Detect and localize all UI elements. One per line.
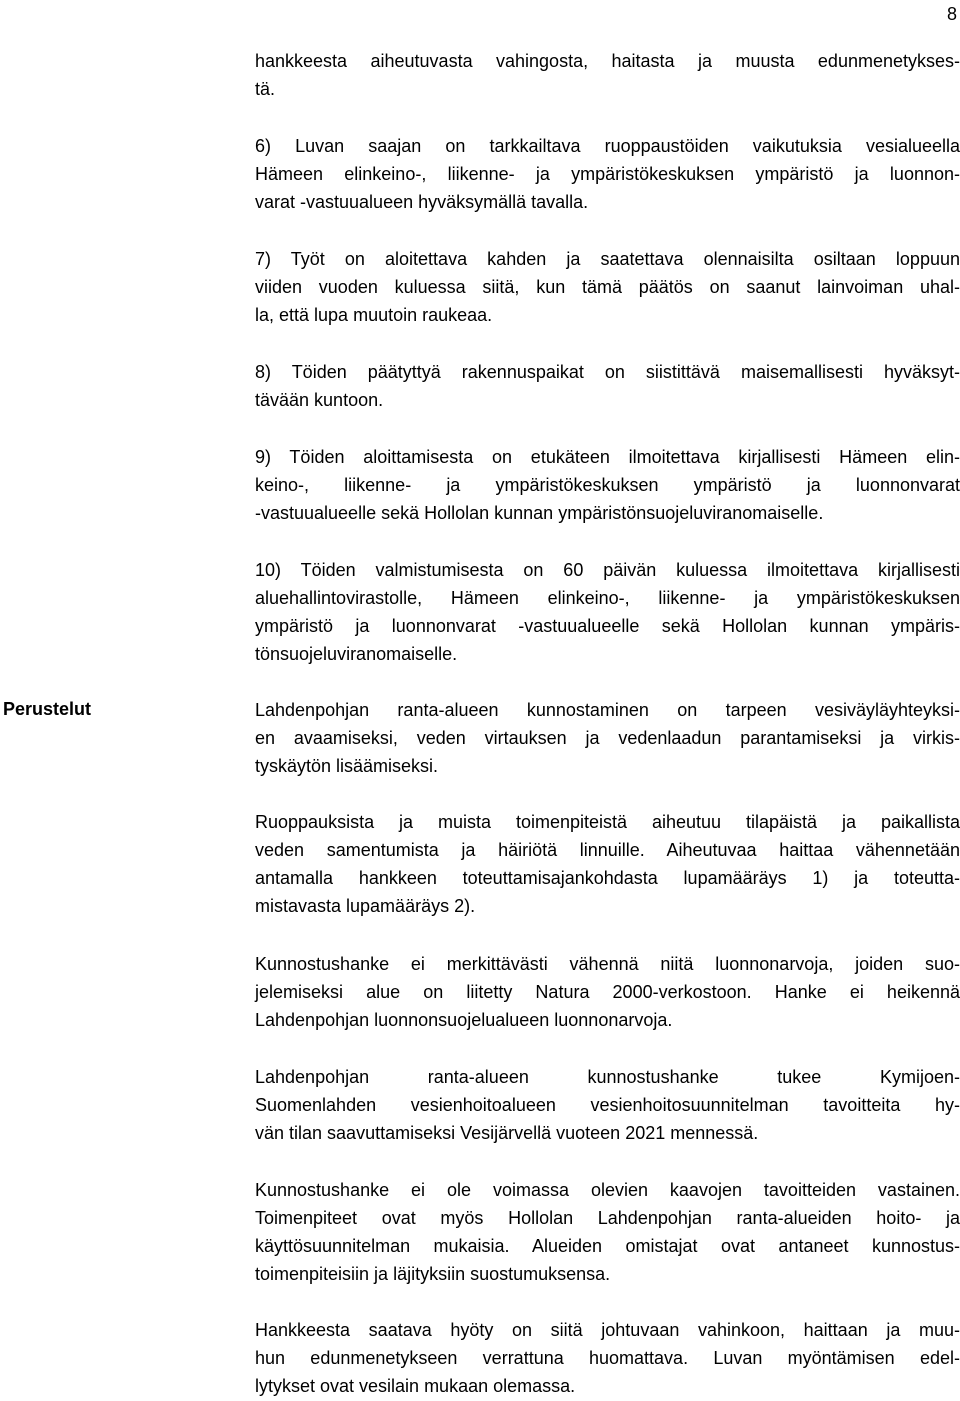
text-line: tä.	[255, 79, 276, 99]
paragraph	[255, 47, 960, 103]
paragraph	[255, 556, 960, 668]
text-line: Suomenlahden vesienhoitoalueen vesienhoitosuunnitelman tavoitteita hy-	[255, 1095, 960, 1115]
paragraph	[255, 696, 960, 780]
text-line: mistavasta lupamääräys 2).	[255, 896, 476, 916]
text-line: jelemiseksi alue on liitetty Natura 2000-verkostoon. Hanke ei heikennä	[255, 982, 960, 1002]
text-line: tävään kuntoon.	[255, 390, 384, 410]
text-line: Hämeen elinkeino-, liikenne- ja ympäristökeskuksen ympäristö ja luonnon-	[255, 164, 960, 184]
paragraph	[255, 132, 960, 216]
text-line: viiden vuoden kuluessa siitä, kun tämä päätös on saanut lainvoiman uhal-	[255, 277, 960, 297]
text-line: toimenpiteisiin ja läjityksiin suostumuksensa.	[255, 1264, 611, 1284]
text-line: 9) Töiden aloittamisesta on etukäteen ilmoitettava kirjallisesti Hämeen elin-	[255, 447, 960, 467]
paragraph	[255, 1063, 960, 1147]
text-line: lytykset ovat vesilain mukaan olemassa.	[255, 1376, 576, 1396]
paragraph	[255, 245, 960, 329]
text-line: Lahdenpohjan ranta-alueen kunnostushanke tukee Kymijoen-	[255, 1067, 960, 1087]
paragraph	[255, 1176, 960, 1288]
text-line: Ruoppauksista ja muista toimenpiteistä aiheutuu tilapäistä ja paikallista	[255, 812, 960, 832]
text-line: 6) Luvan saajan on tarkkailtava ruoppaustöiden vaikutuksia vesialueella	[255, 136, 960, 156]
text-line: varat -vastuualueen hyväksymällä tavalla.	[255, 192, 589, 212]
paragraph	[255, 808, 960, 920]
text-line: 7) Työt on aloitettava kahden ja saatettava olennaisilta osiltaan loppuun	[255, 249, 960, 269]
paragraph	[255, 358, 960, 414]
text-line: Kunnostushanke ei merkittävästi vähennä niitä luonnonarvoja, joiden suo-	[255, 954, 960, 974]
text-line: keino-, liikenne- ja ympäristökeskuksen ympäristö ja luonnonvarat	[255, 475, 960, 495]
text-line: vän tilan saavuttamiseksi Vesijärvellä vuoteen 2021 mennessä.	[255, 1123, 759, 1143]
text-line: hankkeesta aiheutuvasta vahingosta, haitasta ja muusta edunmenetykses-	[255, 51, 960, 71]
text-line: -vastuualueelle sekä Hollolan kunnan ympäristönsuojeluviranomaiselle.	[255, 503, 824, 523]
text-line: tyskäytön lisäämiseksi.	[255, 756, 439, 776]
paragraph	[255, 1316, 960, 1400]
text-line: Lahdenpohjan ranta-alueen kunnostaminen on tarpeen vesiväyläyhteyksi-	[255, 700, 960, 720]
text-line: la, että lupa muutoin raukeaa.	[255, 305, 493, 325]
page-number: 8	[946, 4, 957, 24]
text-line: 8) Töiden päätyttyä rakennuspaikat on siistittävä maisemallisesti hyväksyt-	[255, 362, 960, 382]
text-line: tönsuojeluviranomaiselle.	[255, 644, 458, 664]
paragraph	[255, 443, 960, 527]
text-line: ympäristö ja luonnonvarat -vastuualueelle sekä Hollolan kunnan ympäris-	[255, 616, 960, 636]
paragraph	[255, 950, 960, 1034]
text-line: 10) Töiden valmistumisesta on 60 päivän kuluessa ilmoitettava kirjallisesti	[255, 560, 960, 580]
text-line: Hankkeesta saatava hyöty on siitä johtuvaan vahinkoon, haittaan ja muu-	[255, 1320, 960, 1340]
text-line: Toimenpiteet ovat myös Hollolan Lahdenpohjan ranta-alueiden hoito- ja	[255, 1208, 960, 1228]
section-heading-perustelut: Perustelut	[3, 699, 92, 719]
text-line: hun edunmenetykseen verrattuna huomattava. Luvan myöntämisen edel-	[255, 1348, 960, 1368]
text-line: antamalla hankkeen toteuttamisajankohdasta lupamääräys 1) ja toteutta-	[255, 868, 960, 888]
text-line: Lahdenpohjan luonnonsuojelualueen luonnonarvoja.	[255, 1010, 673, 1030]
text-line: käyttösuunnitelman mukaisia. Alueiden omistajat ovat antaneet kunnostus-	[255, 1236, 960, 1256]
text-line: en avaamiseksi, veden virtauksen ja vedenlaadun parantamiseksi ja virkis-	[255, 728, 960, 748]
text-line: aluehallintovirastolle, Hämeen elinkeino-, liikenne- ja ympäristökeskuksen	[255, 588, 960, 608]
text-line: veden samentumista ja häiriötä linnuille. Aiheutuvaa haittaa vähennetään	[255, 840, 960, 860]
text-line: Kunnostushanke ei ole voimassa olevien kaavojen tavoitteiden vastainen.	[255, 1180, 960, 1200]
